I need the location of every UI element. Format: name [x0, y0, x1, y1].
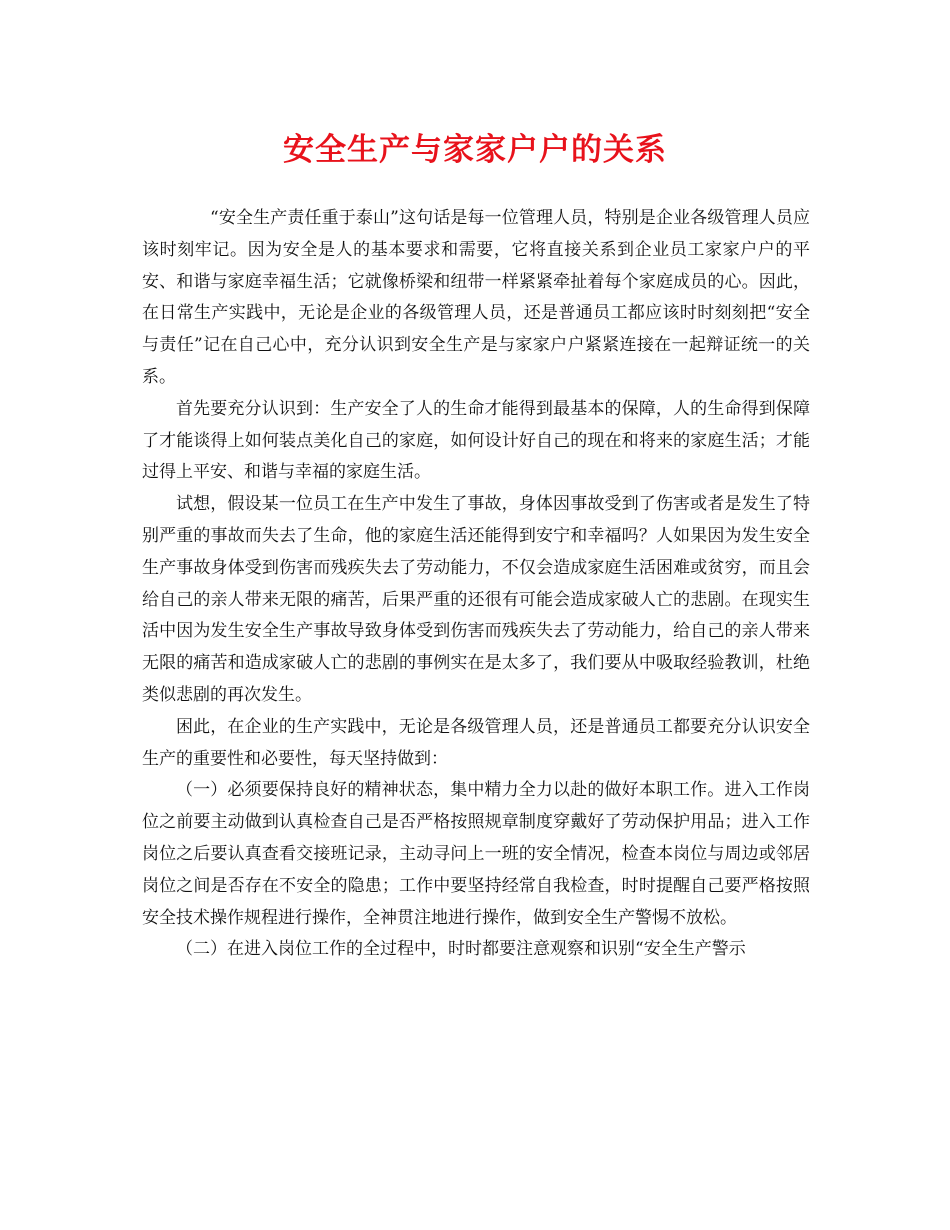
document-body	[142, 203, 810, 966]
paragraph-therefore: 困此，在企业的生产实践中，无论是各级管理人员，还是普通员工都要充分认识安全生产的重要性和必要性，每天坚持做到：	[142, 716, 810, 769]
paragraph-first-point: 首先要充分认识到：生产安全了人的生命才能得到最基本的保障，人的生命得到保障了才能谈得上如何装点美化自己的家庭，如何设计好自己的现在和将来的家庭生活；才能过得上平安、和谐与幸福的家庭生活。	[142, 398, 810, 483]
paragraph-item-one: （一）必须要保持良好的精神状态，集中精力全力以赴的做好本职工作。进入工作岗位之前要主动做到认真检查自己是否严格按照规章制度穿戴好了劳动保护用品；进入工作岗位之后要认真查看交接班记录，主动寻问上一班的安全情况，检查本岗位与周边或邻居岗位之间是否存在不安全的隐患；工作中要坚持经常自我检查，时时提醒自己要严格按照安全技术操作规程进行操作，全神贯注地进行操作，做到安全生产警惕不放松。	[142, 780, 810, 928]
paragraph-accident-example: 试想，假设某一位员工在生产中发生了事故，身体因事故受到了伤害或者是发生了特别严重的事故而失去了生命，他的家庭生活还能得到安宁和幸福吗？人如果因为发生安全生产事故身体受到伤害而残疾失去了劳动能力，不仅会造成家庭生活困难或贫穷，而且会给自己的亲人带来无限的痛苦，后果严重的还很有可能会造成家破人亡的悲剧。在现实生活中因为发生安全生产事故导致身体受到伤害而残疾失去了劳动能力，给自己的亲人带来无限的痛苦和造成家破人亡的悲剧的事例实在是太多了，我们要从中吸取经验教训，杜绝类似悲剧的再次发生。	[142, 494, 810, 705]
paragraph-intro: “安全生产责任重于泰山”这句话是每一位管理人员，特别是企业各级管理人员应该时刻牢记。因为安全是人的基本要求和需要，它将直接关系到企业员工家家户户的平安、和谐与家庭幸福生活；它就像桥梁和纽带一样紧紧牵扯着每个家庭成员的心。因此，在日常生产实践中，无论是企业的各级管理人员，还是普通员工都应该时时刻刻把“安全与责任”记在自己心中，充分认识到安全生产是与家家户户紧紧连接在一起辩证统一的关系。	[142, 208, 810, 387]
document-title: 安全生产与家家户户的关系	[283, 132, 667, 168]
paragraph-item-two: （二）在进入岗位工作的全过程中，时时都要注意观察和识别“安全生产警示	[176, 939, 746, 960]
